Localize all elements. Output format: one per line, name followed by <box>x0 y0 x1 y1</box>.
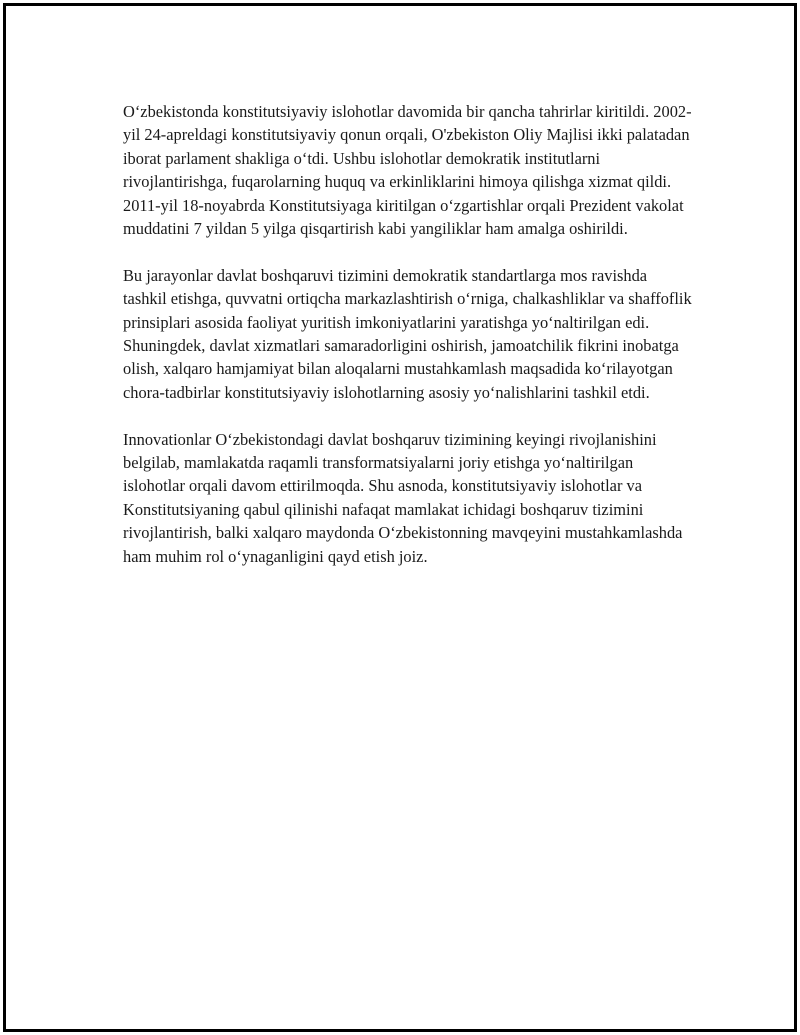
document-body <box>123 100 693 591</box>
paragraph-1: O‘zbekistonda konstitutsiyaviy islohotlar davomida bir qancha tahrirlar kiritildi. 2002-yil 24-apreldagi konstitutsiyaviy qonun orqali, O'zbekiston Oliy Majlisi ikki palatadan iborat parlament shakliga o‘tdi. Ushbu islohotlar demokratik institutlarni rivojlantirishga, fuqarolarning huquq va erkinliklarini himoya qilishga xizmat qildi. 2011-yil 18-noyabrda Konstitutsiyaga kiritilgan o‘zgartishlar orqali Prezident vakolat muddatini 7 yildan 5 yilga qisqartirish kabi yangiliklar ham amalga oshirildi. <box>123 102 692 239</box>
paragraph-2: Bu jarayonlar davlat boshqaruvi tizimini demokratik standartlarga mos ravishda tashkil etishga, quvvatni ortiqcha markazlashtirish o‘rniga, chalkashliklar va shaffoflik prinsiplari asosida faoliyat yuritish imkoniyatlarini yaratishga yo‘naltirilgan edi. Shuningdek, davlat xizmatlari samaradorligini oshirish, jamoatchilik fikrini inobatga olish, xalqaro hamjamiyat bilan aloqalarni mustahkamlash maqsadida ko‘rilayotgan chora-tadbirlar konstitutsiyaviy islohotlarning asosiy yo‘nalishlarini tashkil etdi. <box>123 265 692 402</box>
paragraph-3: Innovationlar O‘zbekistondagi davlat boshqaruv tizimining keyingi rivojlanishini belgilab, mamlakatda raqamli transformatsiyalarni joriy etishga yo‘naltirilgan islohotlar orqali davom ettirilmoqda. Shu asnoda, konstitutsiyaviy islohotlar va Konstitutsiyaning qabul qilinishi nafaqat mamlakat ichidagi boshqaruv tizimini rivojlantirish, balki xalqaro maydonda O‘zbekistonning mavqeyini mustahkamlashda ham muhim rol o‘ynaganligini qayd etish joiz. <box>123 429 683 566</box>
page-border <box>3 3 797 1032</box>
